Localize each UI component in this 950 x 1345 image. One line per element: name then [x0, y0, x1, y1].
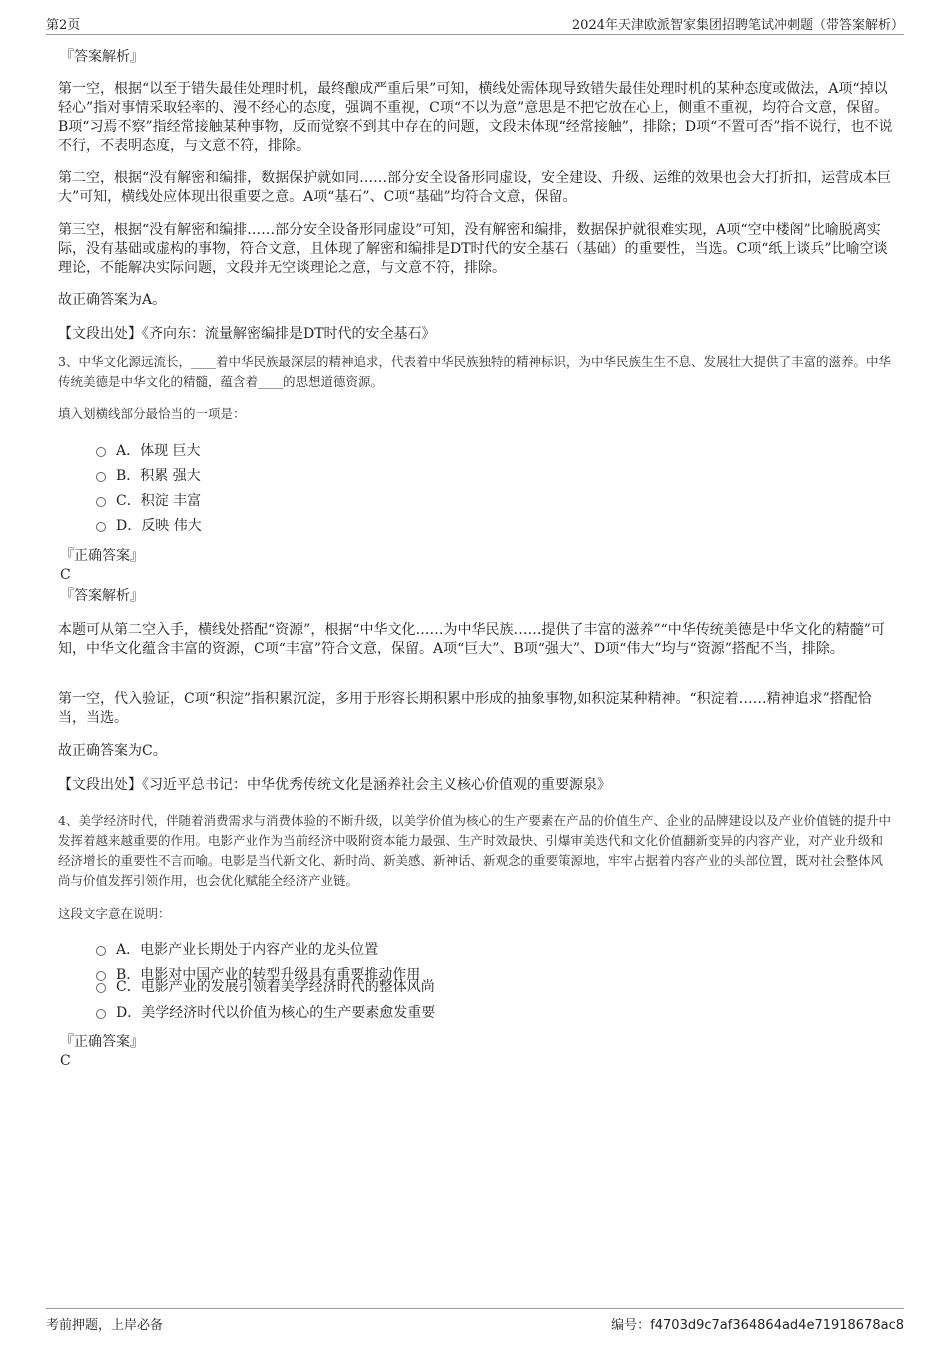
correct-answer: C: [60, 567, 71, 583]
q3-analysis-1: 本题可从第二空入手，横线处搭配“资源”，根据“中华文化……为中华民族……提供了丰富的滋养”“中华传统美德是中华文化的精髓”可知，中华文化蕴含丰富的资源，C项“丰富”符合文意，保留。A项“巨大”、B项“强大”、D项“伟大”均与“资源”搭配不当，排除。: [58, 622, 885, 657]
radio-icon[interactable]: [96, 522, 106, 532]
q3-source: 【文段出处】《习近平总书记：中华优秀传统文化是涵养社会主义核心价值观的重要源泉》: [58, 777, 611, 793]
radio-icon[interactable]: [96, 447, 106, 457]
q3-option-d[interactable]: D．反映 伟大: [96, 517, 202, 536]
q3-analysis-2: 第一空，代入验证，C项“积淀”指积累沉淀，多用于形容长期积累中形成的抽象事物,如积淀某种精神。“积淀着……精神追求”搭配恰当，当选。: [58, 691, 872, 726]
document-code: 编号：f4703d9c7af364864ad4e71918678ac8: [611, 1318, 904, 1333]
correct-answer-label: 『正确答案』: [60, 1034, 144, 1050]
q4-option-c[interactable]: C．电影产业的发展引领着美学经济时代的整体风尚: [96, 978, 435, 997]
conclusion: 故正确答案为A。: [58, 292, 167, 308]
source: 【文段出处】《齐向东：流量解密编排是DT时代的安全基石》: [58, 326, 436, 342]
q3-option-b[interactable]: B．积累 强大: [96, 467, 201, 486]
footer-slogan: 考前押题，上岸必备: [46, 1318, 164, 1333]
answer-analysis-label: 『答案解析』: [60, 588, 144, 604]
analysis-paragraph-1: 第一空，根据“以至于错失最佳处理时机，最终酿成严重后果”可知，横线处需体现导致错失最佳处理时机的某种态度或做法，A项“掉以轻心”指对事情采取轻率的、漫不经心的态度，强调不重视，C项“不以为意”意思是不把它放在心上，侧重不重视，均符合文意，保留。B项“习焉不察”指经常接触某种事物，反而觉察不到其中存在的问题，文段未体现“经常接触”，排除；D项“不置可否”指不说行，也不说不行，不表明态度，与文意不符，排除。: [58, 81, 893, 154]
radio-icon[interactable]: [96, 946, 106, 956]
question-4-stem: 4、美学经济时代，伴随着消费需求与消费体验的不断升级，以美学价值为核心的生产要素在产品的价值生产、企业的品牌建设以及产业价值链的提升中发挥着越来越重要的作用。电影产业作为当前经济中吸附资本能力最强、生产时效最快、引爆审美迭代和文化价值翻新变异的内容产业，对产业升级和经济增长的重要性不言而喻。电影是当代新文化、新时尚、新美感、新神话、新观念的重要策源地，牢牢占据着内容产业的头部位置，既对社会整体风尚与价值发挥引领作用，也会优化赋能全经济产业链。: [58, 813, 891, 888]
page-header: [46, 14, 904, 35]
page-number: 第2页: [46, 18, 81, 33]
q4-option-a[interactable]: A．电影产业长期处于内容产业的龙头位置: [96, 941, 378, 960]
analysis-paragraph-2: 第二空，根据“没有解密和编排，数据保护就如同……部分安全设备形同虚设，安全建设、升级、运维的效果也会大打折扣，运营成本巨大”可知，横线处应体现出很重要之意。A项“基石”、C项“基础”均符合文意，保留。: [58, 170, 892, 205]
document-title: 2024年天津欧派智家集团招聘笔试冲刺题（带答案解析）: [571, 18, 904, 33]
q4-option-d[interactable]: D．美学经济时代以价值为核心的生产要素愈发重要: [96, 1004, 435, 1023]
radio-icon[interactable]: [96, 472, 106, 482]
correct-answer-label: 『正确答案』: [60, 548, 144, 564]
q3-conclusion: 故正确答案为C。: [58, 743, 167, 759]
question-3-prompt: 填入划横线部分最恰当的一项是：: [58, 406, 246, 421]
question-3-stem: 3、中华文化源远流长，____着中华民族最深层的精神追求，代表着中华民族独特的精神标识，为中华民族生生不息、发展壮大提供了丰富的滋养。中华传统美德是中华文化的精髓，蕴含着____的思想道德资源。: [58, 354, 891, 389]
q3-option-a[interactable]: A．体现 巨大: [96, 442, 201, 461]
answer-analysis-label: 『答案解析』: [60, 49, 144, 65]
radio-icon[interactable]: [96, 497, 106, 507]
radio-icon[interactable]: [96, 1009, 106, 1019]
question-4-prompt: 这段文字意在说明：: [58, 906, 171, 921]
page-footer: [46, 1308, 904, 1333]
q4-option-b[interactable]: B．电影对中国产业的转型升级具有重要推动作用: [96, 966, 420, 985]
correct-answer: C: [60, 1053, 71, 1069]
radio-icon[interactable]: [96, 983, 106, 993]
q3-option-c[interactable]: C．积淀 丰富: [96, 492, 201, 511]
analysis-paragraph-3: 第三空，根据“没有解密和编排……部分安全设备形同虚设”可知，没有解密和编排，数据保护就很难实现，A项“空中楼阁”比喻脱离实际，没有基础或虚构的事物，符合文意，且体现了解密和编排是DT时代的安全基石（基础）的重要性，当选。C项“纸上谈兵”比喻空谈理论，不能解决实际问题，文段并无空谈理论之意，与文意不符，排除。: [58, 222, 888, 276]
